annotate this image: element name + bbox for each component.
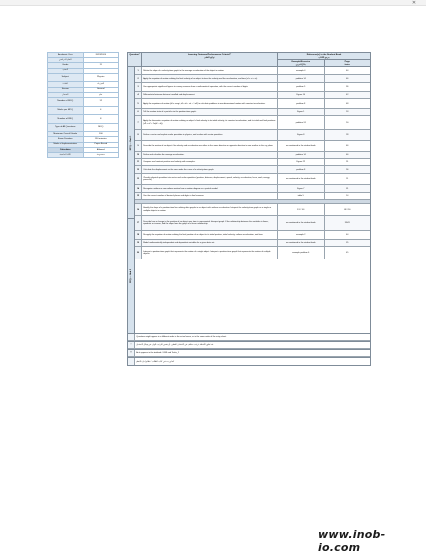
learning-outcome: Apply the kinematics equation of motion relating an object’s final velocity to its initial velocity, its constant acceleration, and its initial and final positions (vf² = vi² + 2a(df − di)). — [142, 116, 278, 129]
site-watermark: www.inob-io.com — [318, 528, 386, 551]
table-rows — [135, 67, 370, 333]
example-ref: problem 8 — [278, 99, 325, 108]
question-number: 16 — [135, 204, 142, 215]
learning-outcome: Recognize uniform or non-uniform motion from a motion diagram or a particle model. — [142, 185, 278, 192]
info-label: Subject — [48, 74, 84, 82]
example-ref: example 4 — [278, 67, 325, 74]
page-ref: 44 — [346, 234, 349, 237]
info-value: Paper-Based — [84, 143, 119, 147]
learning-outcome: Interpret a position-time graph that represents the motion of a single object. Interpret a position-time graph that represents the motion of multiple objects. — [142, 247, 278, 259]
info-value: Physics — [84, 74, 119, 82]
example-ref: table 5 — [278, 193, 325, 199]
learning-outcome: Describe how a change in the position of an object over time is represented. Interpret graph. If the relationship between the variables is linear, quadratic or inverse, find the slope from the graph of a linear relationship. — [142, 216, 278, 230]
question-number: 7 — [135, 116, 142, 129]
footnote-mark — [128, 334, 135, 340]
footnote-text: Questions might appear in a different order in the actual exam, or in the same order of the entry sheet. — [136, 336, 227, 339]
page-header-label: Page — [344, 60, 350, 63]
page-ref: 46 — [346, 77, 349, 80]
table-row — [135, 109, 370, 116]
page-ref: 14 — [346, 195, 349, 198]
question-number: 6 — [135, 109, 142, 115]
unit-a-cell — [128, 67, 134, 219]
page-ref: 50 — [346, 121, 349, 124]
reference-header-top — [278, 53, 370, 60]
page-ref: 45 — [346, 252, 349, 255]
table-row — [135, 185, 370, 193]
footnote-text: قد تظهر الأسئلة بترتيب مختلف في الامتحان الفعلي، أو بنفس الترتيب الوارد في هيكل الامتحان. — [136, 344, 214, 347]
table-row — [135, 141, 370, 152]
info-row — [47, 74, 119, 83]
example-ref: Figure 7 — [278, 185, 325, 192]
info-value: 150 minutes — [84, 137, 119, 141]
page-ref: 53 — [346, 111, 349, 114]
exam-structure-table — [127, 52, 371, 366]
learning-outcome: Identify the slope of a position-time line relating data graphs in an object with uniform acceleration. Interpret the velocity-time graph as a single or multiple objects in motion. — [142, 204, 278, 215]
table-row — [135, 204, 370, 216]
info-value: MCQ — [84, 124, 119, 132]
close-icon[interactable]: ✕ — [411, 0, 417, 6]
example-ref: example problem 6 — [278, 247, 325, 259]
info-label: الصف — [48, 69, 84, 73]
table-row — [135, 216, 370, 231]
example-ref: example 2 — [278, 231, 325, 239]
info-row — [47, 107, 119, 116]
reference-header — [278, 53, 370, 66]
table-row — [135, 130, 370, 141]
table-row — [135, 83, 370, 92]
outcome-header-label-ar: نواتج التعلم — [204, 57, 215, 59]
table-row — [135, 67, 370, 75]
learning-outcome: Define and calculate the average acceleration. — [142, 152, 278, 158]
question-number: 17 — [135, 216, 142, 230]
info-row — [47, 153, 119, 158]
table-row — [135, 99, 370, 109]
example-ref: Figure 8 — [278, 130, 325, 140]
learning-outcome: Relate the slope of a velocity-time graph to the average acceleration of the object in motion. — [142, 67, 278, 74]
example-ref: as mentioned in the student book — [278, 141, 325, 151]
footnote-row — [128, 333, 370, 341]
exam-info-panel — [47, 52, 119, 158]
example-ref: problem 14 — [278, 152, 325, 158]
learning-outcome: Apply the equation of motion relating the final velocity of an object to time the velocity and the acceleration, and time (vf = vi + at). — [142, 75, 278, 82]
info-label: Calculator — [48, 148, 84, 152]
unit-a-label: MCQ — Unit 1 — [130, 135, 132, 151]
info-label: Marks per MCQ — [48, 107, 84, 115]
page-ref: 68 / 90 — [344, 208, 351, 211]
info-label: Exam Duration — [48, 137, 84, 141]
example-ref: Figure 1 — [278, 109, 325, 115]
footnote-mark — [128, 358, 135, 365]
question-number: 14 — [135, 185, 142, 192]
table-body — [128, 67, 370, 333]
learning-outcome: Describe the motion of an object if its velocity and acceleration are either in the same direction or opposite direction to one another in the x-y plane. — [142, 141, 278, 151]
example-header-label-ar: مثال/تمرين — [295, 63, 306, 66]
question-number: 12 — [135, 166, 142, 173]
question-number: 5 — [135, 99, 142, 108]
page-ref: 46 — [346, 154, 349, 157]
info-label: Number of MCQ — [48, 98, 84, 106]
table-header — [128, 53, 370, 67]
learning-outcome: Use appropriate significant figures to convey answers from a mathematical operation, with the correct number of digits. — [142, 83, 278, 91]
example-ref: Figure 22 — [278, 159, 325, 165]
footnote-row — [128, 349, 370, 357]
info-label: Grade — [48, 63, 84, 67]
table-row — [135, 116, 370, 130]
info-value — [84, 58, 119, 62]
info-label: Number of FRQ — [48, 115, 84, 123]
question-number: 19 — [135, 240, 142, 246]
info-label: المادة — [48, 82, 84, 86]
unit-b-label: FRQ — Unit 2 — [130, 269, 132, 284]
question-number: 18 — [135, 231, 142, 239]
outcome-header-label: Learning Outcome/Performance Criteria** — [187, 54, 232, 56]
page-ref: 42 — [346, 94, 349, 97]
question-number: 3 — [135, 83, 142, 91]
question-number: 8 — [135, 130, 142, 140]
info-value: Allowed — [84, 148, 119, 152]
info-value: General — [84, 88, 119, 92]
question-number: 10 — [135, 152, 142, 158]
info-label: المسار — [48, 93, 84, 97]
question-number: 4 — [135, 92, 142, 98]
table-row — [135, 174, 370, 185]
top-bar — [0, 0, 426, 6]
info-row — [47, 98, 119, 107]
page-ref: 51 — [346, 161, 349, 164]
footnote-mark: ** — [128, 350, 135, 356]
table-row — [135, 193, 370, 200]
info-value: 8 — [84, 115, 119, 123]
question-number: 15 — [135, 193, 142, 199]
example-header-label: Example/Exercise — [291, 60, 311, 63]
table-row — [135, 166, 370, 174]
footnote-text: كما وردت في كتاب الطالب / نظام إدارة التعلم — [136, 360, 175, 363]
learning-outcome: Re-apply the equation of motion relating the final position of an object to its initial position, initial velocity, uniform acceleration, and time. — [142, 231, 278, 239]
example-ref: problem 8 — [278, 166, 325, 173]
info-value: عام — [84, 93, 119, 97]
info-label: العام الدراسي — [48, 58, 84, 62]
learning-outcome: Model mathematically independent and dependent variables for a given data set. — [142, 240, 278, 246]
table-footer — [128, 333, 370, 365]
table-row — [135, 152, 370, 159]
unit-b-cell — [128, 219, 134, 333]
example-ref: 3.5 / 3.6 — [278, 204, 325, 215]
learning-outcome: Apply the equations of motion (df = vavg t; df = di + vit + ½at²) to calculate problems in one-dimensional motion with constant acceleration. — [142, 99, 278, 108]
example-ref: Figure 10 — [278, 92, 325, 98]
learning-outcome: Use the correct number of decimal places and digits in final answers. — [142, 193, 278, 199]
info-value: 4 — [84, 107, 119, 115]
table-row — [135, 231, 370, 240]
learning-outcome: Differentiate between distance travelled and displacement. — [142, 92, 278, 98]
footnote-text: As it appears in the textbook / LMS and Tasks_1 — [136, 352, 179, 355]
example-ref: as mentioned in the student book — [278, 240, 325, 246]
example-header — [278, 60, 325, 66]
footnote-row — [128, 341, 370, 349]
reference-subheader — [278, 60, 370, 66]
outcome-header — [142, 53, 278, 66]
info-row — [47, 124, 119, 133]
info-value: 2023/2024 — [84, 53, 119, 57]
info-row — [47, 115, 119, 124]
page-ref: 46 — [346, 145, 349, 148]
reference-header-label: Reference(s) in the Student Book — [306, 53, 342, 56]
learning-outcome: Calculate the displacement as the area under the curve of a velocity-time graph. — [142, 166, 278, 173]
info-label: الآلة الحاسبة — [48, 153, 84, 157]
page-ref: 31 — [346, 187, 349, 190]
table-row — [135, 247, 370, 259]
page-ref: 44 — [346, 69, 349, 72]
info-label: Stream — [48, 88, 84, 92]
page-ref: 35 — [346, 242, 349, 245]
question-number: 2 — [135, 75, 142, 82]
example-ref: problem 24 — [278, 116, 325, 129]
table-row — [135, 92, 370, 99]
table-row — [135, 75, 370, 83]
example-ref: problem 9 — [278, 83, 325, 91]
page-ref: 48 — [346, 102, 349, 105]
example-ref: problem 14 — [278, 75, 325, 82]
info-value — [84, 69, 119, 73]
info-value: الفيزياء — [84, 82, 119, 86]
question-number: 1 — [135, 67, 142, 74]
page-ref: 11 — [346, 178, 349, 181]
example-ref: as mentioned in the student book — [278, 216, 325, 230]
info-value: مسموحة — [84, 153, 119, 157]
page-ref: 56 — [346, 168, 349, 171]
learning-outcome: Tell the motion state of a particle via the position-time graph. — [142, 109, 278, 115]
info-value: 11 — [84, 63, 119, 67]
example-ref: as mentioned in the student book — [278, 174, 325, 184]
question-number: 20 — [135, 247, 142, 259]
info-label: Academic Year — [48, 53, 84, 57]
info-value: 100 — [84, 132, 119, 136]
info-label: Type of All Questions — [48, 124, 84, 132]
footnote-mark: * — [128, 342, 135, 348]
reference-header-label-ar: مرجع الكتاب — [318, 56, 330, 59]
info-label: Maximum Overall Grade — [48, 132, 84, 136]
learning-outcome: Define a vector and explain scalar quantities in physics, and scalars with vector quantities. — [142, 130, 278, 140]
page-ref: 28 — [346, 134, 349, 137]
page-ref: 39/41 — [344, 222, 350, 225]
learning-outcome: Compare and contrast position and velocity with examples. — [142, 159, 278, 165]
page-header-label-ar: صفحة — [344, 63, 351, 66]
footnote-row — [128, 357, 370, 365]
info-label: Mode of Implementation — [48, 143, 84, 147]
question-number: 11 — [135, 159, 142, 165]
page-header — [325, 60, 371, 66]
question-number: 9 — [135, 141, 142, 151]
unit-column — [128, 67, 135, 333]
info-value: 12 — [84, 98, 119, 106]
question-number: 13 — [135, 174, 142, 184]
table-row — [135, 159, 370, 166]
page-ref: 36 — [346, 86, 349, 89]
learning-outcome: Classify physical quantities into vector and scalar quantities (position, distance, displacement, speed, velocity, acceleration, force, work, energy, pressure). — [142, 174, 278, 184]
table-row — [135, 240, 370, 247]
question-header: Question* — [128, 53, 142, 66]
